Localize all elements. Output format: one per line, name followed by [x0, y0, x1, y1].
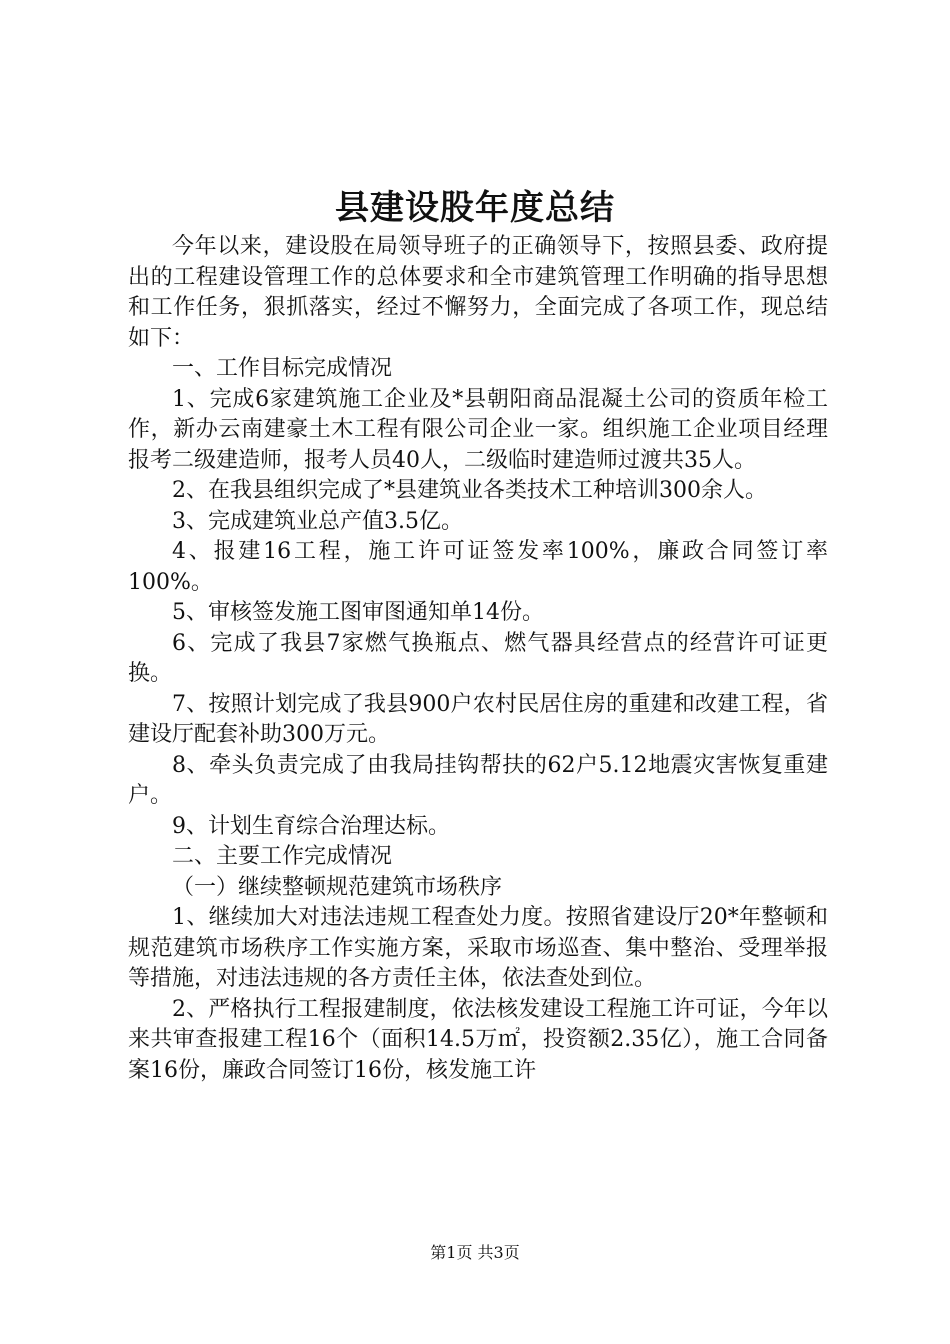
list-item: 8、牵头负责完成了由我局挂钩帮扶的62户5.12地震灾害恢复重建户。: [128, 752, 828, 808]
list-item: 1、继续加大对违法违规工程查处力度。按照省建设厅20*年整顿和规范建筑市场秩序工作实施方案，采取市场巡查、集中整治、受理举报等措施，对违法违规的各方责任主体，依法查处到位。: [128, 905, 828, 991]
document-body: [128, 232, 828, 1086]
page-footer: 第1页 共3页: [430, 1243, 520, 1262]
document-title: 县建设股年度总结: [335, 188, 615, 228]
list-item: 2、在我县组织完成了*县建筑业各类技术工种培训300余人。: [172, 478, 767, 503]
subsection-heading: （一）继续整顿规范建筑市场秩序: [172, 874, 503, 900]
section-heading-goals: 一、工作目标完成情况: [172, 356, 393, 381]
section-heading-main-work: 二、主要工作完成情况: [172, 844, 393, 869]
list-item: 5、审核签发施工图审图通知单14份。: [172, 600, 544, 625]
list-item: 6、完成了我县7家燃气换瓶点、燃气器具经营点的经营许可证更换。: [128, 630, 828, 686]
list-item: 3、完成建筑业总产值3.5亿。: [172, 508, 463, 534]
list-item: 7、按照计划完成了我县900户农村民居住房的重建和改建工程，省建设厅配套补助300万元。: [128, 691, 828, 747]
list-item: 1、完成6家建筑施工企业及*县朝阳商品混凝土公司的资质年检工作，新办云南建豪土木工程有限公司企业一家。组织施工企业项目经理报考二级建造师，报考人员40人，二级临时建造师过渡共35人。: [128, 386, 828, 473]
paragraph-intro: 今年以来，建设股在局领导班子的正确领导下，按照县委、政府提出的工程建设管理工作的总体要求和全市建筑管理工作明确的指导思想和工作任务，狠抓落实，经过不懈努力，全面完成了各项工作，现总结如下：: [128, 234, 828, 351]
list-item: 4、报建16工程，施工许可证签发率100%，廉政合同签订率100%。: [128, 539, 828, 595]
list-item: 9、计划生育综合治理达标。: [172, 813, 450, 839]
list-item: 2、严格执行工程报建制度，依法核发建设工程施工许可证，今年以来共审查报建工程16个（面积14.5万㎡，投资额2.35亿），施工合同备案16份，廉政合同签订16份，核发施工许: [128, 996, 828, 1083]
